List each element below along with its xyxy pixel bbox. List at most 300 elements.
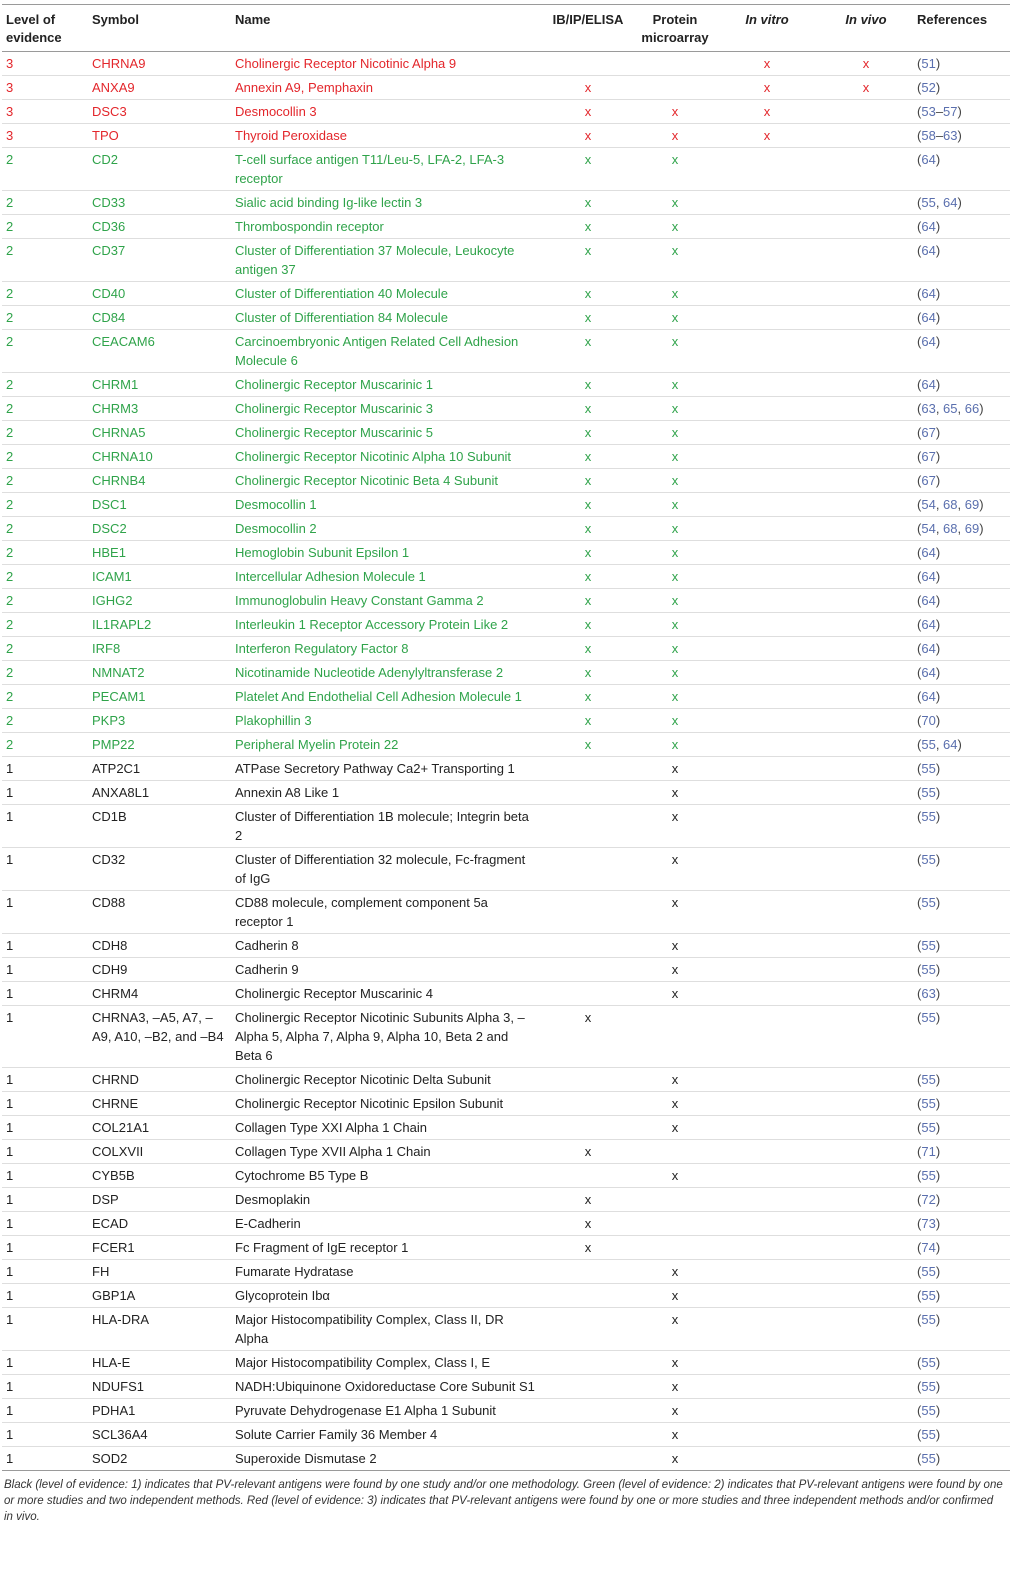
cell-references: (55, 64) <box>917 195 962 210</box>
cell-protein: x <box>671 449 679 464</box>
cell-symbol: DSC3 <box>92 104 127 119</box>
cell-invivo <box>819 1164 913 1188</box>
cell-symbol: CD40 <box>92 286 126 301</box>
cell-name: Cholinergic Receptor Nicotinic Epsilon Subunit <box>235 1096 504 1111</box>
cell-ib <box>541 781 635 805</box>
cell-invitro <box>715 239 819 282</box>
cell-level: 1 <box>6 1072 14 1087</box>
cell-symbol: PDHA1 <box>92 1403 136 1418</box>
cell-symbol: CD88 <box>92 895 126 910</box>
cell-level: 1 <box>6 1168 14 1183</box>
cell-name: CD88 molecule, complement component 5a receptor 1 <box>235 895 488 929</box>
cell-level: 1 <box>6 1288 14 1303</box>
cell-invitro <box>715 1260 819 1284</box>
cell-name: Major Histocompatibility Complex, Class II, DR Alpha <box>235 1312 504 1346</box>
cell-level: 2 <box>6 310 14 325</box>
cell-references: (55) <box>917 1096 941 1111</box>
cell-invitro <box>715 1188 819 1212</box>
cell-references: (55) <box>917 895 941 910</box>
cell-symbol: DSP <box>92 1192 119 1207</box>
header-invivo: In vivo <box>845 12 887 27</box>
cell-symbol: CHRM3 <box>92 401 139 416</box>
cell-name: E-Cadherin <box>235 1216 301 1231</box>
cell-level: 1 <box>6 1451 14 1466</box>
cell-ib: x <box>584 641 592 656</box>
cell-name: Cluster of Differentiation 32 molecule, Fc-fragment of IgG <box>235 852 526 886</box>
cell-protein <box>635 1212 715 1236</box>
cell-name: Pyruvate Dehydrogenase E1 Alpha 1 Subunit <box>235 1403 496 1418</box>
cell-symbol: TPO <box>92 128 119 143</box>
cell-invitro <box>715 891 819 934</box>
cell-level: 1 <box>6 1355 14 1370</box>
cell-symbol: CHRNE <box>92 1096 139 1111</box>
cell-references: (58–63) <box>917 128 962 143</box>
document-page <box>2 0 1010 1525</box>
cell-ib <box>541 982 635 1006</box>
cell-symbol: CD37 <box>92 243 126 258</box>
cell-invitro <box>715 191 819 215</box>
cell-protein: x <box>671 1451 679 1466</box>
table-row <box>2 733 1010 757</box>
cell-invitro <box>715 1068 819 1092</box>
cell-protein: x <box>671 1288 679 1303</box>
cell-invitro <box>715 517 819 541</box>
cell-level: 1 <box>6 895 14 910</box>
cell-invitro <box>715 1212 819 1236</box>
table-row <box>2 1447 1010 1471</box>
cell-invivo <box>819 1236 913 1260</box>
cell-invivo <box>819 1284 913 1308</box>
cell-symbol: CDH8 <box>92 938 128 953</box>
cell-name: Collagen Type XVII Alpha 1 Chain <box>235 1144 431 1159</box>
cell-ib: x <box>584 425 592 440</box>
table-header-row <box>2 5 1010 52</box>
cell-references: (55) <box>917 852 941 867</box>
cell-invivo <box>819 1375 913 1399</box>
cell-protein <box>635 1140 715 1164</box>
cell-level: 1 <box>6 1120 14 1135</box>
cell-invivo <box>819 215 913 239</box>
cell-name: Cluster of Differentiation 1B molecule; Integrin beta 2 <box>235 809 529 843</box>
cell-references: (64) <box>917 593 941 608</box>
table-row <box>2 330 1010 373</box>
cell-level: 2 <box>6 545 14 560</box>
cell-level: 1 <box>6 761 14 776</box>
cell-level: 2 <box>6 497 14 512</box>
cell-invitro <box>715 1284 819 1308</box>
cell-ib: x <box>584 1216 592 1231</box>
cell-symbol: ECAD <box>92 1216 129 1231</box>
cell-invivo <box>819 757 913 781</box>
cell-level: 3 <box>6 80 14 95</box>
cell-invitro <box>715 330 819 373</box>
header-references: References <box>917 12 988 27</box>
cell-invivo <box>819 1308 913 1351</box>
cell-symbol: HBE1 <box>92 545 126 560</box>
cell-level: 2 <box>6 219 14 234</box>
table-row <box>2 805 1010 848</box>
cell-invivo <box>819 1351 913 1375</box>
cell-protein: x <box>671 809 679 824</box>
cell-name: T-cell surface antigen T11/Leu-5, LFA-2, LFA-3 receptor <box>235 152 505 186</box>
cell-protein: x <box>671 219 679 234</box>
cell-ib: x <box>584 473 592 488</box>
cell-ib <box>541 891 635 934</box>
cell-invitro <box>715 215 819 239</box>
cell-ib: x <box>584 569 592 584</box>
cell-symbol: IL1RAPL2 <box>92 617 152 632</box>
cell-references: (55) <box>917 938 941 953</box>
cell-symbol: IRF8 <box>92 641 121 656</box>
cell-invivo <box>819 421 913 445</box>
cell-protein: x <box>671 377 679 392</box>
cell-level: 1 <box>6 1403 14 1418</box>
cell-symbol: CYB5B <box>92 1168 135 1183</box>
cell-ib: x <box>584 401 592 416</box>
cell-protein: x <box>671 401 679 416</box>
cell-protein: x <box>671 1312 679 1327</box>
cell-invitro <box>715 148 819 191</box>
cell-ib: x <box>584 593 592 608</box>
cell-level: 1 <box>6 852 14 867</box>
cell-references: (55) <box>917 1072 941 1087</box>
table-row <box>2 541 1010 565</box>
cell-ib <box>541 1284 635 1308</box>
table-row <box>2 1236 1010 1260</box>
cell-invivo <box>819 517 913 541</box>
cell-invitro <box>715 637 819 661</box>
table-row <box>2 1260 1010 1284</box>
table-row <box>2 373 1010 397</box>
cell-symbol: GBP1A <box>92 1288 136 1303</box>
cell-ib: x <box>584 1240 592 1255</box>
cell-references: (64) <box>917 219 941 234</box>
cell-level: 2 <box>6 665 14 680</box>
cell-name: Superoxide Dismutase 2 <box>235 1451 377 1466</box>
cell-name: Desmocollin 3 <box>235 104 317 119</box>
table-row <box>2 1375 1010 1399</box>
cell-ib: x <box>584 497 592 512</box>
cell-references: (64) <box>917 310 941 325</box>
cell-name: Glycoprotein Ibα <box>235 1288 330 1303</box>
cell-protein: x <box>671 713 679 728</box>
table-row <box>2 1399 1010 1423</box>
cell-invitro: x <box>763 128 771 143</box>
cell-protein: x <box>671 128 679 143</box>
cell-invivo <box>819 306 913 330</box>
cell-symbol: FH <box>92 1264 110 1279</box>
cell-invitro <box>715 685 819 709</box>
cell-references: (64) <box>917 617 941 632</box>
cell-invivo <box>819 1260 913 1284</box>
cell-references: (51) <box>917 56 941 71</box>
cell-invivo <box>819 613 913 637</box>
cell-references: (64) <box>917 377 941 392</box>
cell-references: (55, 64) <box>917 737 962 752</box>
cell-invivo <box>819 148 913 191</box>
cell-invitro <box>715 282 819 306</box>
table-row <box>2 891 1010 934</box>
cell-invivo <box>819 1006 913 1068</box>
cell-invivo <box>819 373 913 397</box>
cell-protein: x <box>671 104 679 119</box>
cell-references: (64) <box>917 569 941 584</box>
cell-level: 2 <box>6 617 14 632</box>
table-row <box>2 148 1010 191</box>
cell-references: (67) <box>917 449 941 464</box>
cell-symbol: NDUFS1 <box>92 1379 145 1394</box>
cell-invivo <box>819 565 913 589</box>
cell-invivo <box>819 493 913 517</box>
table-row <box>2 1188 1010 1212</box>
cell-references: (64) <box>917 243 941 258</box>
cell-invitro <box>715 1006 819 1068</box>
cell-name: Cluster of Differentiation 40 Molecule <box>235 286 448 301</box>
cell-invitro <box>715 934 819 958</box>
cell-symbol: CD33 <box>92 195 126 210</box>
table-row <box>2 613 1010 637</box>
cell-references: (64) <box>917 152 941 167</box>
cell-invitro <box>715 589 819 613</box>
cell-invivo <box>819 891 913 934</box>
cell-ib: x <box>584 152 592 167</box>
cell-references: (55) <box>917 1264 941 1279</box>
cell-invitro <box>715 541 819 565</box>
cell-ib: x <box>584 128 592 143</box>
cell-name: Platelet And Endothelial Cell Adhesion Molecule 1 <box>235 689 522 704</box>
cell-name: Collagen Type XXI Alpha 1 Chain <box>235 1120 428 1135</box>
cell-name: Fc Fragment of IgE receptor 1 <box>235 1240 409 1255</box>
cell-protein: x <box>671 1379 679 1394</box>
cell-protein: x <box>671 152 679 167</box>
cell-references: (55) <box>917 1010 941 1025</box>
cell-protein: x <box>671 243 679 258</box>
cell-name: Cholinergic Receptor Nicotinic Alpha 9 <box>235 56 457 71</box>
cell-invivo <box>819 282 913 306</box>
cell-ib <box>541 52 635 76</box>
cell-references: (52) <box>917 80 941 95</box>
cell-level: 1 <box>6 1010 14 1025</box>
cell-ib: x <box>584 80 592 95</box>
cell-symbol: COL21A1 <box>92 1120 150 1135</box>
cell-invivo <box>819 661 913 685</box>
table-row <box>2 1006 1010 1068</box>
cell-name: Cadherin 9 <box>235 962 299 977</box>
cell-ib: x <box>584 449 592 464</box>
cell-ib <box>541 1116 635 1140</box>
cell-invivo <box>819 124 913 148</box>
cell-ib: x <box>584 195 592 210</box>
cell-ib <box>541 757 635 781</box>
cell-name: NADH:Ubiquinone Oxidoreductase Core Subunit S1 <box>235 1379 535 1394</box>
table-row <box>2 589 1010 613</box>
table-row <box>2 781 1010 805</box>
cell-ib: x <box>584 713 592 728</box>
cell-invivo <box>819 733 913 757</box>
table-row <box>2 1164 1010 1188</box>
cell-invitro <box>715 709 819 733</box>
cell-protein: x <box>671 1355 679 1370</box>
cell-level: 1 <box>6 1192 14 1207</box>
cell-invitro <box>715 982 819 1006</box>
table-row <box>2 661 1010 685</box>
header-protein: Protein microarray <box>641 12 709 45</box>
table-row <box>2 282 1010 306</box>
cell-ib <box>541 1308 635 1351</box>
header-level: Level of evidence <box>6 12 62 45</box>
cell-invivo <box>819 239 913 282</box>
table-footnote: Black (level of evidence: 1) indicates that PV-relevant antigens were found by one study and/or one methodology. Green (level of evidence: 2) indicates that PV-relevant antigens were found by one or more studies and two independent methods. Red (level of evidence: 3) indicates that PV-relevant antigens were found by one or more studies and three independent methods and/or confirmed in vivo. <box>4 1479 1003 1523</box>
cell-symbol: CD84 <box>92 310 126 325</box>
cell-invitro <box>715 781 819 805</box>
cell-protein <box>635 1006 715 1068</box>
cell-invivo <box>819 685 913 709</box>
cell-invitro <box>715 1308 819 1351</box>
cell-symbol: ANXA9 <box>92 80 135 95</box>
cell-protein: x <box>671 689 679 704</box>
cell-invitro <box>715 493 819 517</box>
table-body <box>2 52 1010 1471</box>
table-row <box>2 215 1010 239</box>
table-row <box>2 421 1010 445</box>
cell-invivo <box>819 1068 913 1092</box>
cell-invitro <box>715 397 819 421</box>
cell-ib <box>541 1399 635 1423</box>
cell-symbol: CD32 <box>92 852 126 867</box>
cell-references: (64) <box>917 334 941 349</box>
cell-symbol: CHRNB4 <box>92 473 146 488</box>
cell-references: (55) <box>917 1451 941 1466</box>
cell-level: 2 <box>6 569 14 584</box>
cell-references: (53–57) <box>917 104 962 119</box>
cell-invitro <box>715 306 819 330</box>
cell-name: Desmocollin 1 <box>235 497 317 512</box>
cell-name: Solute Carrier Family 36 Member 4 <box>235 1427 438 1442</box>
cell-invitro <box>715 1140 819 1164</box>
cell-symbol: HLA-E <box>92 1355 131 1370</box>
cell-invitro <box>715 373 819 397</box>
cell-name: Fumarate Hydratase <box>235 1264 354 1279</box>
cell-symbol: FCER1 <box>92 1240 135 1255</box>
cell-invivo <box>819 1116 913 1140</box>
cell-symbol: IGHG2 <box>92 593 133 608</box>
cell-protein: x <box>671 665 679 680</box>
cell-protein: x <box>671 310 679 325</box>
cell-references: (55) <box>917 1379 941 1394</box>
cell-protein: x <box>671 593 679 608</box>
header-name: Name <box>235 12 271 27</box>
cell-invivo <box>819 848 913 891</box>
cell-ib: x <box>584 310 592 325</box>
table-row <box>2 1140 1010 1164</box>
cell-invitro <box>715 848 819 891</box>
cell-level: 1 <box>6 809 14 824</box>
table-row <box>2 1308 1010 1351</box>
cell-invivo <box>819 637 913 661</box>
cell-name: Interferon Regulatory Factor 8 <box>235 641 409 656</box>
cell-name: Cluster of Differentiation 37 Molecule, Leukocyte antigen 37 <box>235 243 515 277</box>
cell-protein <box>635 1188 715 1212</box>
cell-name: Hemoglobin Subunit Epsilon 1 <box>235 545 410 560</box>
header-invitro: In vitro <box>745 12 789 27</box>
table-row <box>2 124 1010 148</box>
cell-protein: x <box>671 569 679 584</box>
cell-protein: x <box>671 497 679 512</box>
cell-protein: x <box>671 473 679 488</box>
cell-level: 1 <box>6 986 14 1001</box>
table-row <box>2 1092 1010 1116</box>
cell-invivo: x <box>862 56 870 71</box>
cell-ib: x <box>584 243 592 258</box>
cell-ib: x <box>584 665 592 680</box>
cell-protein: x <box>671 938 679 953</box>
cell-ib: x <box>584 689 592 704</box>
cell-protein: x <box>671 521 679 536</box>
cell-ib <box>541 1164 635 1188</box>
cell-protein <box>635 76 715 100</box>
cell-name: Cholinergic Receptor Nicotinic Beta 4 Subunit <box>235 473 499 488</box>
table-row <box>2 52 1010 76</box>
cell-invivo <box>819 1399 913 1423</box>
cell-ib: x <box>584 377 592 392</box>
cell-level: 2 <box>6 286 14 301</box>
cell-protein: x <box>671 1427 679 1442</box>
table-row <box>2 445 1010 469</box>
cell-invitro <box>715 1236 819 1260</box>
cell-name: Cholinergic Receptor Nicotinic Subunits Alpha 3, –Alpha 5, Alpha 7, Alpha 9, Alpha 10, Beta 2 and Beta 6 <box>235 1010 525 1063</box>
table-row <box>2 709 1010 733</box>
cell-level: 2 <box>6 593 14 608</box>
table-row <box>2 958 1010 982</box>
cell-name: Immunoglobulin Heavy Constant Gamma 2 <box>235 593 484 608</box>
cell-references: (55) <box>917 1355 941 1370</box>
cell-references: (55) <box>917 962 941 977</box>
cell-ib: x <box>584 286 592 301</box>
cell-invivo <box>819 1212 913 1236</box>
cell-protein <box>635 1236 715 1260</box>
cell-level: 1 <box>6 1144 14 1159</box>
cell-invivo <box>819 445 913 469</box>
cell-invivo <box>819 982 913 1006</box>
cell-protein: x <box>671 641 679 656</box>
cell-level: 2 <box>6 425 14 440</box>
cell-protein: x <box>671 545 679 560</box>
cell-level: 1 <box>6 1379 14 1394</box>
cell-level: 3 <box>6 56 14 71</box>
cell-ib: x <box>584 1010 592 1025</box>
cell-invivo <box>819 191 913 215</box>
cell-name: Cadherin 8 <box>235 938 299 953</box>
cell-protein: x <box>671 761 679 776</box>
table-row <box>2 239 1010 282</box>
cell-name: Intercellular Adhesion Molecule 1 <box>235 569 426 584</box>
cell-references: (55) <box>917 761 941 776</box>
header-ib: IB/IP/ELISA <box>552 12 624 27</box>
table-row <box>2 306 1010 330</box>
cell-name: Plakophillin 3 <box>235 713 312 728</box>
table-row <box>2 1423 1010 1447</box>
table-row <box>2 1212 1010 1236</box>
cell-symbol: CEACAM6 <box>92 334 155 349</box>
cell-references: (55) <box>917 1120 941 1135</box>
cell-protein: x <box>671 1403 679 1418</box>
cell-references: (63) <box>917 986 941 1001</box>
cell-ib: x <box>584 104 592 119</box>
cell-invitro <box>715 469 819 493</box>
table-row <box>2 1116 1010 1140</box>
cell-invitro <box>715 1399 819 1423</box>
cell-symbol: SCL36A4 <box>92 1427 148 1442</box>
